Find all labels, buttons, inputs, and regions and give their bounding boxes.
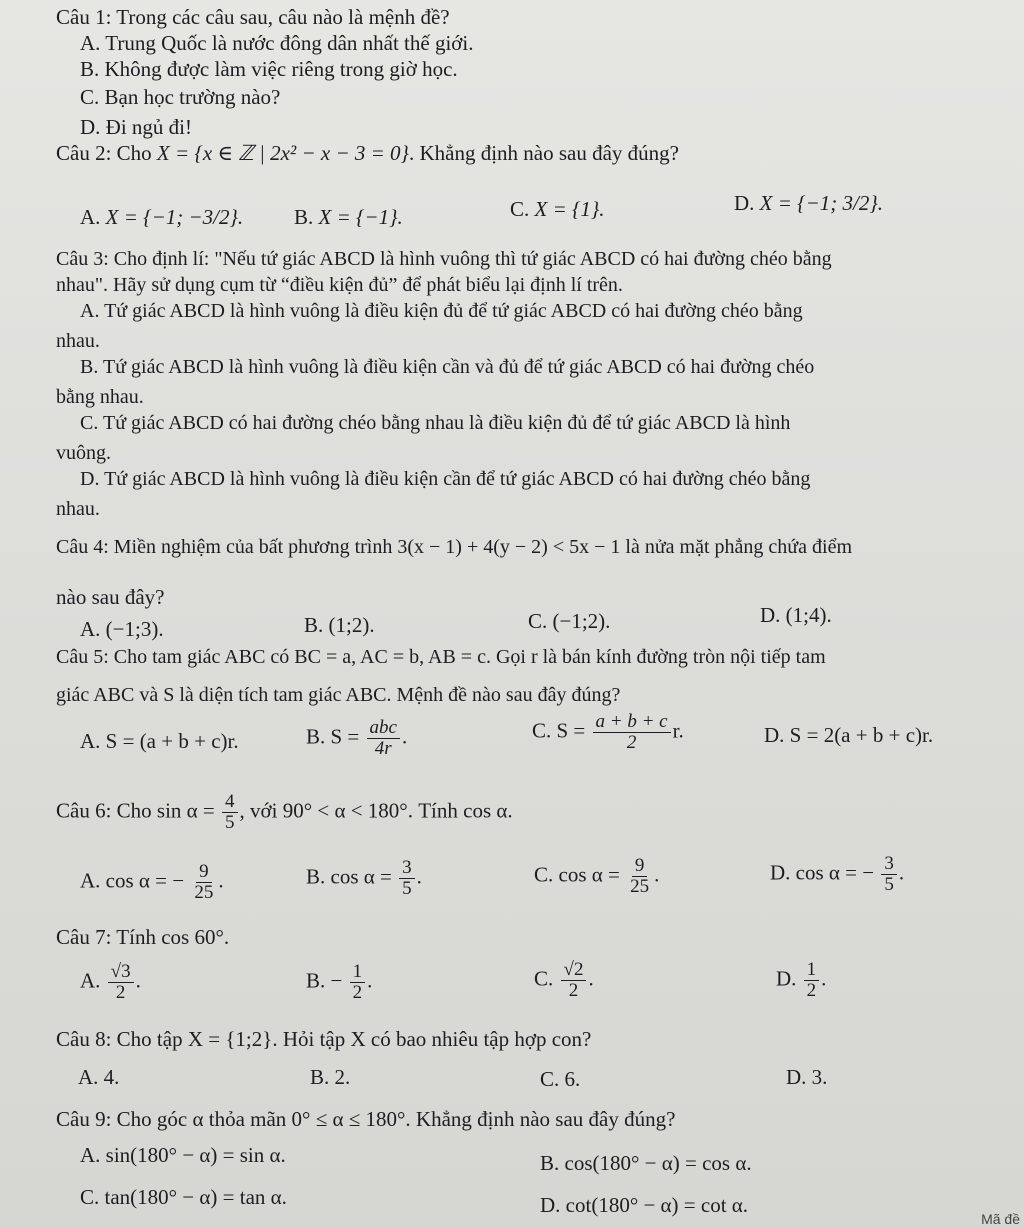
q2-option-d-expr: X = {−1; 3/2}. (759, 191, 883, 215)
q5-option-b-fraction (367, 718, 400, 759)
q5-option-a: A. S = (a + b + c)r. (80, 729, 239, 753)
q3-option-b-line1: B. Tứ giác ABCD là hình vuông là điều kiện cần và đủ để tứ giác ABCD có hai đường chéo (80, 356, 815, 378)
q2-option-b-expr: X = {−1}. (318, 205, 403, 229)
q9-stem: Câu 9: Cho góc α thỏa mãn 0° ≤ α ≤ 180°. Khẳng định nào sau đây đúng? (56, 1107, 676, 1131)
q6-option-a-label: A. cos α = − (80, 868, 185, 893)
q3-option-a-line1: A. Tứ giác ABCD là hình vuông là điều kiện đủ để tứ giác ABCD có hai đường chéo bằng (80, 300, 803, 322)
q8-option-b: B. 2. (310, 1065, 351, 1089)
q7-option-a-denominator: 2 (115, 982, 126, 1003)
q7-option-d-fraction (804, 960, 820, 1001)
q6-option-d (770, 854, 904, 895)
q3-stem-line1: Câu 3: Cho định lí: "Nếu tứ giác ABCD là hình vuông thì tứ giác ABCD có hai đường chéo bằng (56, 248, 832, 270)
q2-option-a-expr: X = {−1; −3/2}. (105, 205, 244, 229)
q7-option-d-label: D. (776, 966, 797, 991)
q2-stem-prefix: Câu 2: Cho (56, 141, 152, 165)
q6-option-c (534, 856, 659, 897)
q4-option-c: C. (−1;2). (528, 609, 611, 633)
q6-option-c-tail: . (654, 862, 660, 887)
q6-option-b-fraction (399, 858, 415, 899)
q6-stem (56, 792, 513, 833)
q2-stem-suffix: . Khẳng định nào sau đây đúng? (408, 141, 679, 165)
q2-option-c-label: C. (510, 197, 530, 221)
q6-option-c-numerator: 9 (632, 856, 648, 877)
q3-stem-line2: nhau". Hãy sử dụng cụm từ “điều kiện đủ” để phát biểu lại định lí trên. (56, 274, 623, 296)
q5-option-c-numerator: a + b + c (593, 712, 671, 733)
q7-option-c-denominator: 2 (568, 980, 579, 1001)
q2-stem (56, 140, 679, 166)
q6-option-d-denominator: 5 (884, 874, 894, 895)
q6-option-d-numerator: 3 (881, 854, 897, 875)
q7-option-a-fraction (108, 962, 134, 1003)
q6-option-b-numerator: 3 (399, 858, 415, 879)
q1-option-d: D. Đi ngủ đi! (80, 115, 192, 139)
q6-stem-suffix: , với 90° < α < 180°. Tính cos α. (239, 798, 513, 823)
q5-option-d: D. S = 2(a + b + c)r. (764, 723, 934, 747)
q5-option-c-tail: r. (672, 718, 684, 743)
q2-option-b-label: B. (294, 205, 314, 229)
q6-stem-numerator: 4 (222, 792, 238, 813)
q7-option-d-denominator: 2 (806, 980, 817, 1001)
q2-option-a-label: A. (80, 205, 101, 229)
q7-option-b-denominator: 2 (352, 982, 363, 1003)
q9-option-c: C. tan(180° − α) = tan α. (80, 1185, 287, 1209)
q2-option-b (294, 204, 403, 230)
q7-option-a-label: A. (80, 968, 101, 993)
q6-option-a-numerator: 9 (196, 862, 212, 883)
q3-option-a-line2: nhau. (56, 330, 100, 352)
q6-option-b-label: B. cos α = (306, 864, 392, 889)
q7-option-c-fraction (561, 960, 587, 1001)
q1-option-a: A. Trung Quốc là nước đông dân nhất thế giới. (80, 31, 474, 55)
q2-option-c-expr: X = {1}. (534, 197, 605, 221)
q7-option-d-tail: . (821, 966, 827, 991)
q6-stem-denominator: 5 (225, 812, 235, 833)
q6-option-c-fraction (627, 856, 652, 897)
q6-option-a-tail: . (218, 868, 224, 893)
exam-code-label: Mã đề (981, 1211, 1020, 1227)
q4-option-d: D. (1;4). (760, 603, 832, 627)
q7-option-c-numerator: √2 (561, 960, 587, 981)
q5-option-b-numerator: abc (367, 718, 400, 739)
q8-stem: Câu 8: Cho tập X = {1;2}. Hỏi tập X có bao nhiêu tập hợp con? (56, 1027, 592, 1051)
q7-option-c-tail: . (588, 966, 594, 991)
q6-option-a-fraction (191, 862, 216, 903)
q3-option-c-line2: vuông. (56, 442, 111, 464)
q8-option-d: D. 3. (786, 1065, 828, 1089)
q3-option-b-line2: bằng nhau. (56, 386, 144, 408)
q6-option-c-denominator: 25 (630, 876, 650, 897)
q6-option-b-tail: . (416, 864, 422, 889)
q7-option-c-label: C. (534, 966, 554, 991)
q4-option-b: B. (1;2). (304, 613, 375, 637)
q7-option-c (534, 960, 594, 1001)
q2-option-c (510, 196, 605, 222)
q5-option-c-label: C. S = (532, 718, 586, 743)
q2-option-d-label: D. (734, 191, 755, 215)
q6-option-b (306, 858, 422, 899)
q8-option-a: A. 4. (78, 1065, 120, 1089)
q2-stem-set: X = {x ∈ ℤ | 2x² − x − 3 = 0} (156, 141, 409, 165)
q4-stem-line2: nào sau đây? (56, 585, 165, 609)
q6-option-d-tail: . (898, 860, 905, 885)
q4-option-a: A. (−1;3). (80, 617, 164, 641)
q6-option-c-label: C. cos α = (534, 862, 620, 887)
q6-option-b-denominator: 5 (402, 878, 412, 899)
q6-stem-prefix: Câu 6: Cho sin α = (56, 798, 215, 823)
q7-option-b-numerator: 1 (350, 962, 366, 983)
q5-option-c-denominator: 2 (626, 732, 637, 753)
q7-option-a (80, 962, 141, 1003)
q6-option-a-denominator: 25 (194, 882, 214, 903)
q7-option-a-numerator: √3 (108, 962, 134, 983)
q7-option-a-tail: . (135, 968, 141, 993)
q6-option-d-label: D. cos α = − (770, 860, 875, 885)
q9-option-b: B. cos(180° − α) = cos α. (540, 1151, 752, 1175)
q1-option-c: C. Bạn học trường nào? (80, 85, 281, 109)
q5-option-c (532, 712, 684, 753)
q5-option-b-denominator: 4r (374, 738, 392, 759)
q5-option-b-label: B. S = (306, 724, 360, 749)
q7-option-b (306, 962, 372, 1003)
q3-option-d-line1: D. Tứ giác ABCD là hình vuông là điều kiện cần để tứ giác ABCD có hai đường chéo bằng (80, 468, 811, 490)
q7-option-d (776, 960, 826, 1001)
q3-option-c-line1: C. Tứ giác ABCD có hai đường chéo bằng nhau là điều kiện đủ để tứ giác ABCD là hình (80, 412, 791, 434)
q8-option-c: C. 6. (540, 1067, 581, 1091)
q7-option-b-label: B. − (306, 968, 343, 993)
q6-option-a (80, 862, 224, 903)
q9-option-a: A. sin(180° − α) = sin α. (80, 1143, 286, 1167)
q7-option-b-fraction (350, 962, 366, 1003)
q4-stem-line1: Câu 4: Miền nghiệm của bất phương trình 3(x − 1) + 4(y − 2) < 5x − 1 là nửa mặt phẳng chứa điểm (56, 536, 852, 558)
q1-option-b: B. Không được làm việc riêng trong giờ học. (80, 57, 458, 81)
q5-stem-line2: giác ABC và S là diện tích tam giác ABC. Mệnh đề nào sau đây đúng? (56, 684, 621, 706)
q1-stem: Câu 1: Trong các câu sau, câu nào là mệnh đề? (56, 5, 450, 29)
q5-option-b-tail: . (401, 724, 408, 749)
q7-option-d-numerator: 1 (804, 960, 820, 981)
q7-option-b-tail: . (367, 968, 373, 993)
q2-option-d (734, 190, 883, 216)
q9-option-d: D. cot(180° − α) = cot α. (540, 1193, 749, 1217)
q6-option-d-fraction (881, 854, 897, 895)
q5-option-b (306, 718, 407, 759)
q2-option-a (80, 204, 243, 230)
q7-stem: Câu 7: Tính cos 60°. (56, 925, 230, 949)
q5-option-c-fraction (593, 712, 671, 753)
q3-option-d-line2: nhau. (56, 498, 100, 520)
q6-stem-fraction (222, 792, 238, 833)
q5-stem-line1: Câu 5: Cho tam giác ABC có BC = a, AC = b, AB = c. Gọi r là bán kính đường tròn nội tiếp tam (56, 646, 826, 668)
